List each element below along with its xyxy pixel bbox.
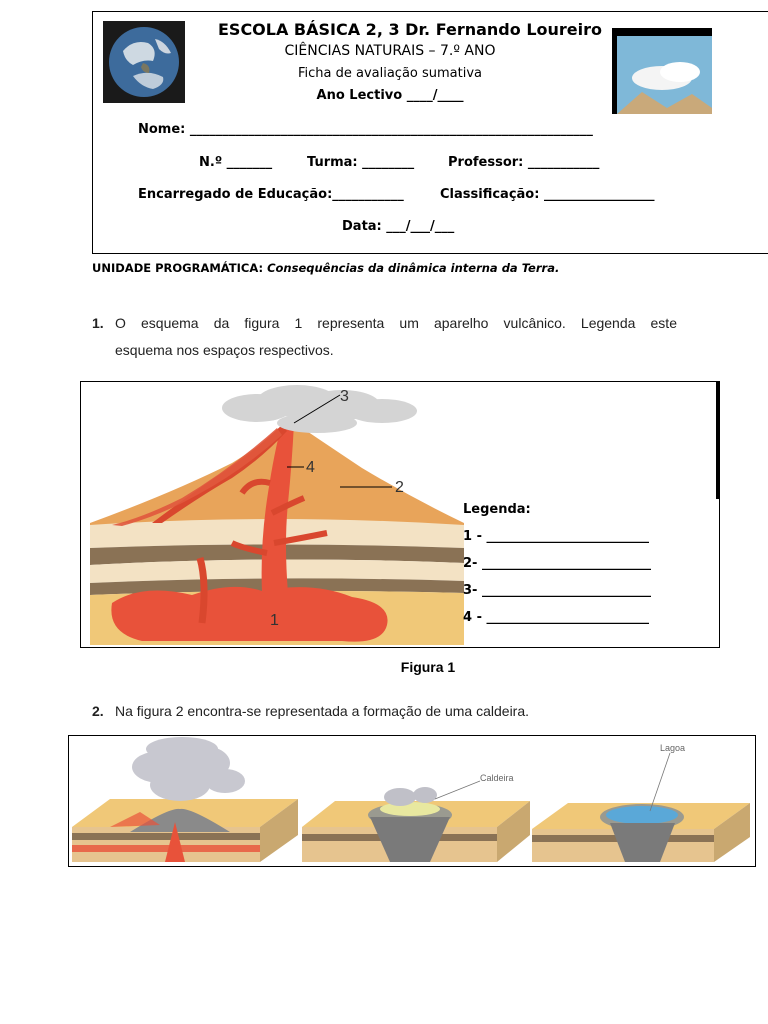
lagoa-label: Lagoa — [660, 743, 686, 753]
program-unit-text: Consequências da dinâmica interna da Terra. — [263, 261, 560, 275]
label-2: 2 — [395, 479, 404, 496]
legend-item-4[interactable]: 4 - _________________________ — [463, 610, 649, 625]
class-field[interactable]: Turma: ________ — [307, 155, 415, 170]
question-1-line1: O esquema da figura 1 representa um aparelho vulcânico. Legenda este — [115, 315, 677, 331]
figure-1-edge — [716, 381, 719, 499]
legend-title: Legenda: — [463, 502, 531, 517]
name-field[interactable]: Nome: ______________________________________________________________ — [138, 122, 593, 137]
dyke — [200, 558, 204, 623]
subject-title: CIÊNCIAS NATURAIS – 7.º ANO — [284, 43, 496, 59]
earth-image — [103, 21, 185, 103]
title-underline — [616, 34, 708, 36]
grade-field[interactable]: Classificação: _________________ — [440, 187, 655, 202]
volcano-diagram — [82, 383, 464, 645]
question-2-text: Na figura 2 encontra-se representada a formação de uma caldeira. — [115, 703, 530, 719]
school-name: ESCOLA BÁSICA 2, 3 Dr. Fernando Loureiro — [217, 20, 603, 39]
legend-item-3[interactable]: 3- __________________________ — [463, 583, 651, 598]
legend-item-1[interactable]: 1 - _________________________ — [463, 529, 649, 544]
caldera-stage-2 — [302, 773, 530, 862]
question-1-line2: esquema nos espaços respectivos. — [115, 342, 334, 358]
number-field[interactable]: N.º _______ — [199, 155, 273, 170]
caldeira-label: Caldeira — [480, 773, 514, 783]
ash-cloud — [222, 385, 417, 433]
school-year-field[interactable]: Ano Lectivo ____/____ — [316, 88, 464, 103]
question-1-number: 1. — [92, 315, 104, 331]
teacher-field[interactable]: Professor: ___________ — [448, 155, 600, 170]
label-3: 3 — [340, 388, 349, 405]
guardian-field[interactable]: Encarregado de Educação:___________ — [138, 187, 404, 202]
landscape-image — [612, 28, 712, 114]
question-2-number: 2. — [92, 703, 104, 719]
sheet-title: Ficha de avaliação sumativa — [297, 66, 483, 81]
caldera-stage-1 — [72, 737, 298, 862]
date-field[interactable]: Data: ___/___/___ — [342, 219, 455, 234]
caldera-diagram — [70, 737, 754, 865]
label-1: 1 — [270, 612, 279, 629]
program-unit-label: UNIDADE PROGRAMÁTICA: — [92, 261, 264, 275]
label-4: 4 — [306, 459, 315, 476]
magma-chamber — [111, 587, 387, 642]
figure-1-caption: Figura 1 — [400, 659, 456, 675]
caldera-stage-3 — [532, 743, 750, 862]
legend-item-2[interactable]: 2- __________________________ — [463, 556, 651, 571]
program-unit — [92, 261, 559, 275]
